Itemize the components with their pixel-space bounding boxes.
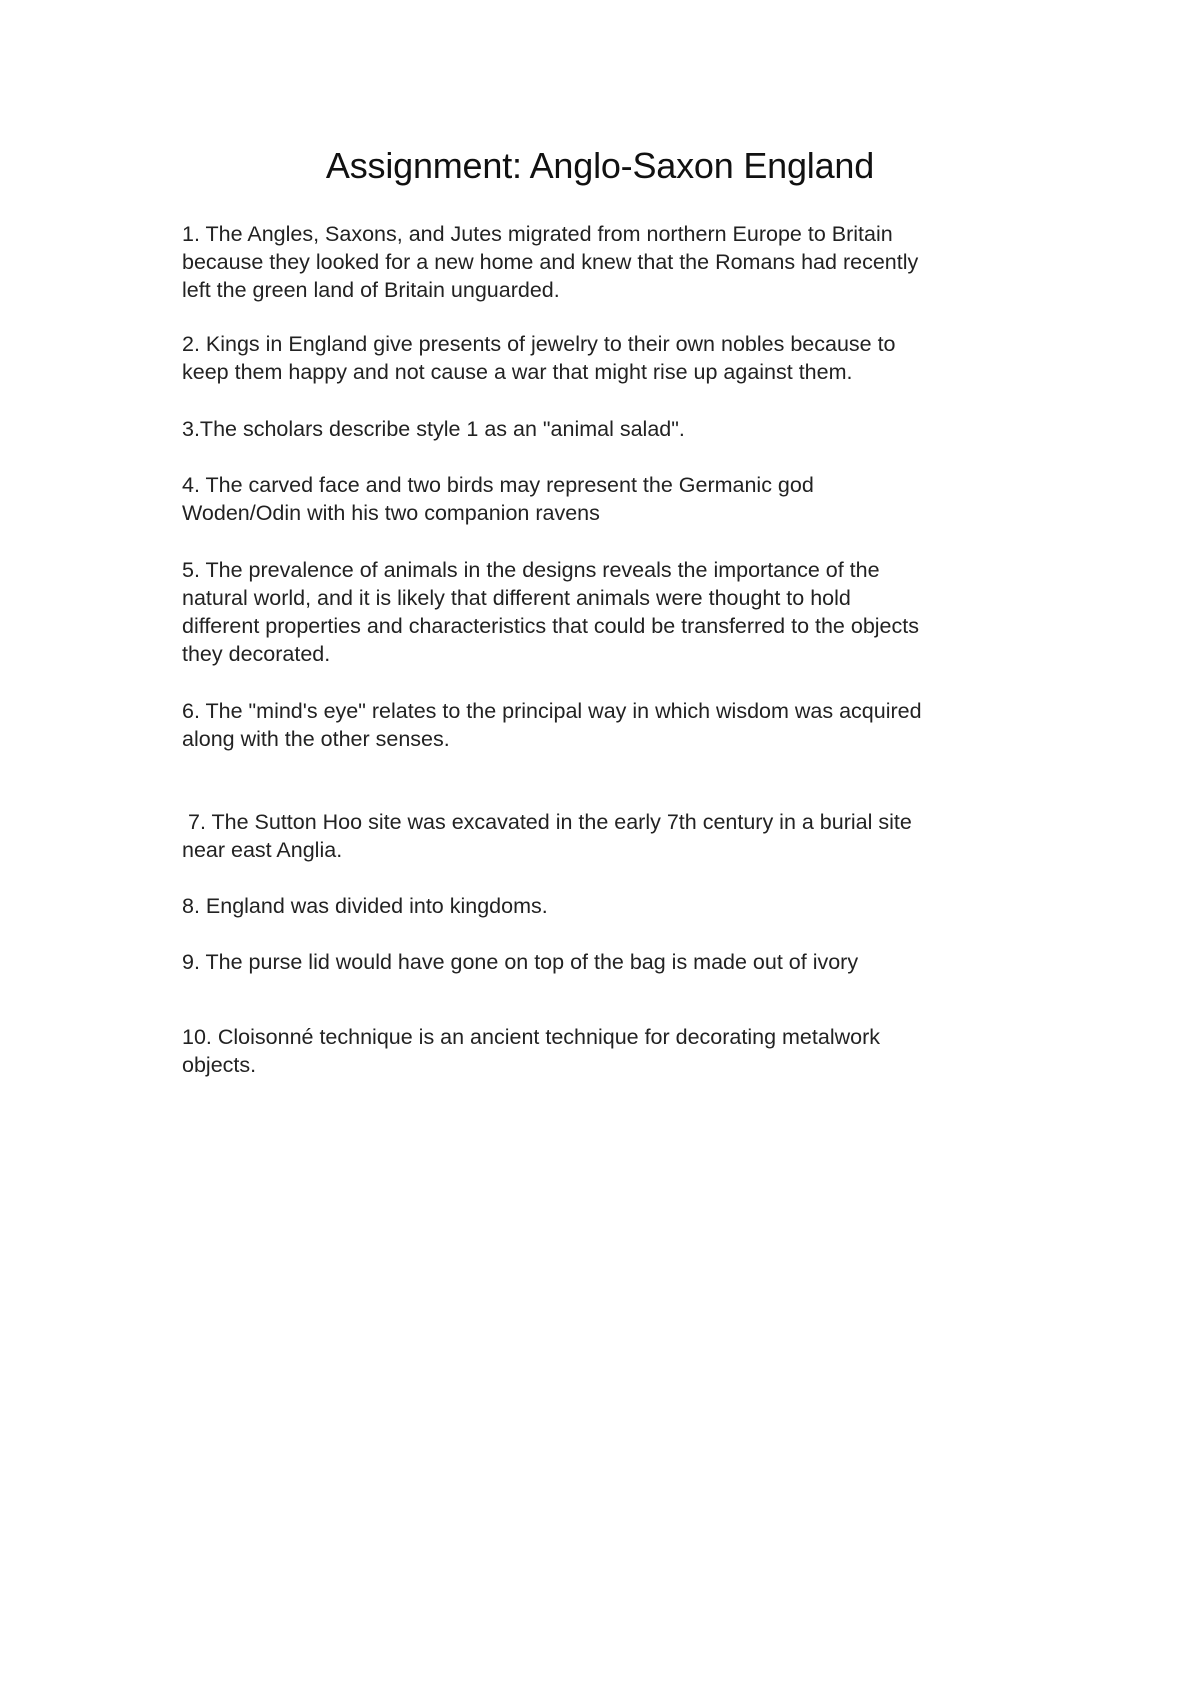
- answer-9: 9. The purse lid would have gone on top of the bag is made out of ivory: [182, 950, 859, 974]
- answer-4: 4. The carved face and two birds may represent the Germanic god Woden/Odin with his two companion ravens: [182, 473, 814, 525]
- answer-1: 1. The Angles, Saxons, and Jutes migrated from northern Europe to Britain because they looked for a new home and knew that the Romans had recently left the green land of Britain unguarded.: [182, 222, 919, 302]
- answer-8: 8. England was divided into kingdoms.: [182, 894, 548, 918]
- answer-2: 2. Kings in England give presents of jewelry to their own nobles because to keep them happy and not cause a war that might rise up against them.: [182, 332, 896, 384]
- answer-6: 6. The "mind's eye" relates to the principal way in which wisdom was acquired along with the other senses.: [182, 699, 922, 751]
- answer-10: 10. Cloisonné technique is an ancient technique for decorating metalwork objects.: [182, 1025, 880, 1077]
- answer-7: 7. The Sutton Hoo site was excavated in the early 7th century in a burial site near east Anglia.: [182, 810, 912, 862]
- page-title: Assignment: Anglo-Saxon England: [325, 145, 875, 186]
- answer-5: 5. The prevalence of animals in the designs reveals the importance of the natural world, and it is likely that different animals were thought to hold different properties and characteristics that could be transferred to the objects they decorated.: [182, 558, 919, 666]
- answer-3: 3.The scholars describe style 1 as an "animal salad".: [182, 417, 685, 441]
